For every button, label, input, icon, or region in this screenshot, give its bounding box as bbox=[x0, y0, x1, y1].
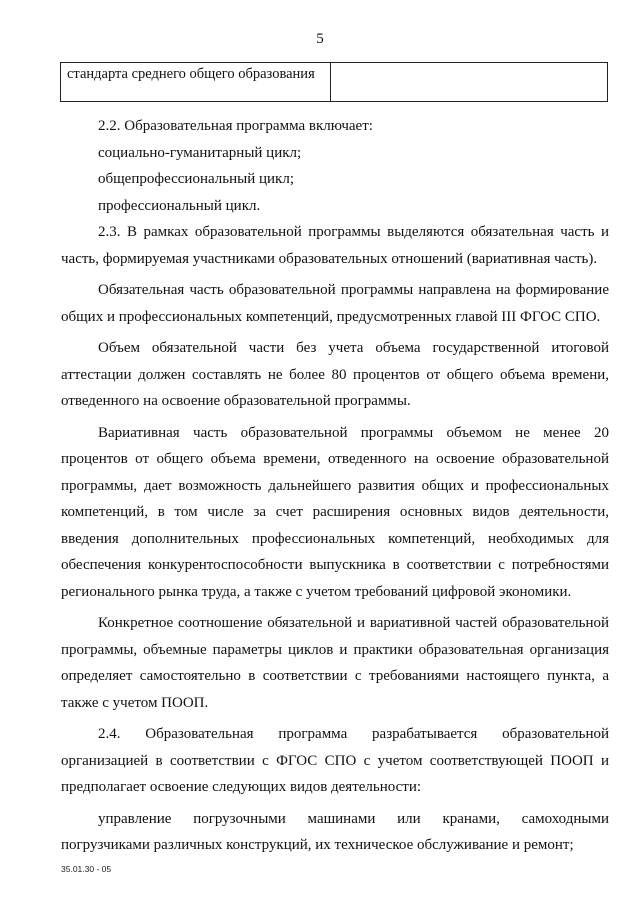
paragraph-variable-part: Вариативная часть образовательной программы объемом не менее 20 процентов от общего объема времени, отведенного на освоение образовательной программы, дает возможность дальнейшего развития общих и профессиональных компетенций, в том числе за счет расширения основных видов деятельности, введения дополнительных профессиональных компетенций, необходимых для обеспечения конкурентоспособности выпускника в соответствии с потребностями регионального рынка труда, а также с учетом требований цифровой экономики. bbox=[61, 424, 609, 600]
paragraph-2-4: 2.4. Образовательная программа разрабатывается образовательной организацией в соответствии с ФГОС СПО с учетом соответствующей ПООП и предполагает освоение следующих видов деятельности: bbox=[61, 726, 609, 795]
paragraph-2-2: 2.2. Образовательная программа включает: bbox=[98, 118, 373, 134]
table-cell-right bbox=[331, 63, 608, 102]
list-item-social-humanitarian: социально-гуманитарный цикл; bbox=[98, 144, 302, 161]
list-item-general-professional: общепрофессиональный цикл; bbox=[98, 171, 294, 187]
footer-code: 35.01.30 - 05 bbox=[61, 864, 112, 874]
table-row bbox=[61, 63, 608, 102]
document-body bbox=[61, 113, 609, 859]
paragraph-2-3: 2.3. В рамках образовательной программы выделяются обязательная часть и часть, формируемая участниками образовательных отношений (вариативная часть). bbox=[61, 224, 609, 267]
page-number: 5 bbox=[316, 31, 324, 47]
list-item-loading-machines: управление погрузочными машинами или кранами, самоходными погрузчиками различных конструкций, их техническое обслуживание и ремонт; bbox=[61, 810, 609, 853]
paragraph-mandatory-part: Обязательная часть образовательной программы направлена на формирование общих и профессиональных компетенций, предусмотренных главой III ФГОС СПО. bbox=[61, 282, 609, 325]
paragraph-mandatory-volume: Объем обязательной части без учета объема государственной итоговой аттестации должен составлять не более 80 процентов от общего объема времени, отведенного на освоение образовательной программы. bbox=[61, 340, 609, 409]
paragraph-ratio: Конкретное соотношение обязательной и вариативной частей образовательной программы, объемные параметры циклов и практики образовательная организация определяет самостоятельно в соответствии с требованиями настоящего пункта, а также с учетом ПООП. bbox=[61, 615, 609, 711]
continuation-table bbox=[60, 62, 608, 102]
list-item-professional: профессиональный цикл. bbox=[98, 197, 261, 214]
table-cell-left: стандарта среднего общего образования bbox=[61, 63, 331, 102]
